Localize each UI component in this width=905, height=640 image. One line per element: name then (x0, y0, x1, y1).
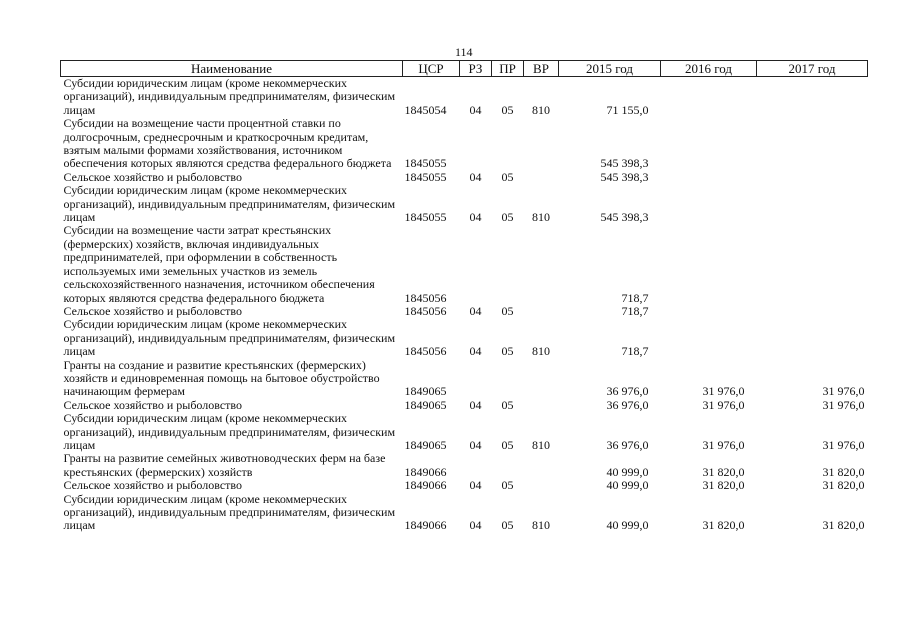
row-2015: 718,7 (621, 303, 649, 318)
table-row (61, 77, 868, 118)
header-pr: ПР (492, 61, 524, 77)
row-csr: 1849065 (404, 384, 447, 399)
row-csr: 1845055 (404, 156, 447, 171)
table-row (61, 171, 868, 184)
row-name: Субсидии юридическим лицам (кроме некоммерческих организаций), индивидуальным предпринимателям, физическим лицам (63, 183, 396, 225)
row-name: Сельское хозяйство и рыболовство (63, 169, 243, 184)
row-2017: 31 976,0 (822, 397, 865, 412)
row-2017: 31 976,0 (822, 384, 865, 399)
row-2015: 718,7 (621, 344, 649, 359)
row-name: Сельское хозяйство и рыболовство (63, 303, 243, 318)
row-vr (524, 359, 559, 399)
row-2016 (661, 171, 757, 184)
table-row (61, 305, 868, 318)
row-pr: 05 (501, 210, 514, 225)
row-rz (460, 452, 492, 479)
row-2015: 40 999,0 (606, 518, 649, 533)
row-vr (524, 452, 559, 479)
row-vr (524, 479, 559, 492)
row-2016: 31 820,0 (702, 464, 745, 479)
row-csr: 1845055 (404, 210, 447, 225)
row-name: Субсидии юридическим лицам (кроме некоммерческих организаций), индивидуальным предпринимателям, физическим лицам (63, 411, 396, 452)
row-2015: 545 398,3 (600, 156, 649, 171)
row-rz: 04 (469, 303, 482, 318)
table-row (61, 359, 868, 399)
header-2016: 2016 год (661, 61, 757, 77)
row-2015: 36 976,0 (606, 437, 649, 452)
row-vr: 810 (532, 518, 550, 533)
row-vr: 810 (532, 102, 550, 117)
row-csr: 1845056 (404, 303, 447, 318)
row-pr: 05 (501, 344, 514, 359)
row-2016: 31 976,0 (702, 437, 745, 452)
row-2017 (757, 224, 868, 304)
row-2015: 71 155,0 (606, 102, 649, 117)
row-2016 (661, 184, 757, 224)
row-pr: 05 (501, 169, 514, 184)
row-rz: 04 (469, 102, 482, 117)
table-row (61, 412, 868, 452)
table-row (61, 493, 868, 533)
row-2015: 545 398,3 (600, 169, 649, 184)
row-csr: 1849066 (404, 464, 447, 479)
budget-table (60, 60, 868, 533)
row-name: Субсидии юридическим лицам (кроме некоммерческих организаций), индивидуальным предпринимателям, физическим лицам (63, 491, 396, 533)
row-rz: 04 (469, 169, 482, 184)
table-row (61, 479, 868, 492)
row-2017: 31 820,0 (822, 518, 865, 533)
row-pr (492, 117, 524, 171)
row-2015: 36 976,0 (606, 397, 649, 412)
row-2016: 31 976,0 (702, 397, 745, 412)
table-row (61, 224, 868, 304)
row-pr (492, 224, 524, 304)
row-2016 (661, 318, 757, 358)
row-pr (492, 359, 524, 399)
row-rz: 04 (469, 437, 482, 452)
row-2016: 31 976,0 (702, 384, 745, 399)
row-rz (460, 224, 492, 304)
row-2015: 40 999,0 (606, 478, 649, 493)
row-vr (524, 171, 559, 184)
row-2016 (661, 305, 757, 318)
row-name: Субсидии на возмещение части процентной ставки по долгосрочным, среднесрочным и краткосрочным кредитам, взятым малыми формами хозяйствования, источником обеспечения которых являются средства федерального бюджета (63, 116, 392, 171)
row-pr: 05 (501, 518, 514, 533)
row-2016: 31 820,0 (702, 478, 745, 493)
row-rz (460, 117, 492, 171)
header-2015: 2015 год (559, 61, 661, 77)
row-2017 (757, 171, 868, 184)
table-row (61, 318, 868, 358)
row-vr: 810 (532, 437, 550, 452)
row-2015: 718,7 (621, 290, 649, 305)
row-pr: 05 (501, 478, 514, 493)
header-name: Наименование (61, 61, 403, 77)
row-pr: 05 (501, 303, 514, 318)
header-rz: РЗ (460, 61, 492, 77)
row-csr: 1845055 (404, 169, 447, 184)
row-name: Гранты на развитие семейных животноводческих ферм на базе крестьянских (фермерских) хозяйств (63, 451, 386, 479)
page-number: 114 (455, 45, 473, 59)
row-2016 (661, 77, 757, 118)
row-2015: 545 398,3 (600, 210, 649, 225)
row-2016: 31 820,0 (702, 518, 745, 533)
row-name: Гранты на создание и развитие крестьянских (фермерских) хозяйств и единовременная помощь на бытовое обустройство начинающим фермерам (63, 357, 380, 399)
row-csr: 1849066 (404, 478, 447, 493)
row-2016 (661, 224, 757, 304)
header-csr: ЦСР (403, 61, 460, 77)
row-rz: 04 (469, 397, 482, 412)
row-2017: 31 820,0 (822, 464, 865, 479)
row-2017 (757, 184, 868, 224)
header-vr: ВР (524, 61, 559, 77)
row-2017 (757, 305, 868, 318)
header-2017: 2017 год (757, 61, 868, 77)
row-2017 (757, 77, 868, 118)
row-pr: 05 (501, 437, 514, 452)
table-row (61, 399, 868, 412)
row-name: Субсидии юридическим лицам (кроме некоммерческих организаций), индивидуальным предпринимателям, физическим лицам (63, 76, 396, 117)
row-csr: 1845056 (404, 290, 447, 305)
row-pr: 05 (501, 102, 514, 117)
row-csr: 1845056 (404, 344, 447, 359)
row-2015: 40 999,0 (606, 464, 649, 479)
row-csr: 1845054 (404, 102, 447, 117)
row-name: Сельское хозяйство и рыболовство (63, 478, 243, 493)
row-vr (524, 399, 559, 412)
row-vr (524, 305, 559, 318)
row-vr: 810 (532, 344, 550, 359)
row-rz: 04 (469, 344, 482, 359)
table-row (61, 184, 868, 224)
row-2015: 36 976,0 (606, 384, 649, 399)
row-pr (492, 452, 524, 479)
row-rz: 04 (469, 518, 482, 533)
row-rz: 04 (469, 478, 482, 493)
table-row (61, 452, 868, 479)
row-csr: 1849065 (404, 397, 447, 412)
row-csr: 1849066 (404, 518, 447, 533)
row-2016 (661, 117, 757, 171)
row-rz (460, 359, 492, 399)
row-vr (524, 117, 559, 171)
row-rz: 04 (469, 210, 482, 225)
table-row (61, 117, 868, 171)
row-vr: 810 (532, 210, 550, 225)
row-pr: 05 (501, 397, 514, 412)
row-2017 (757, 318, 868, 358)
row-name: Сельское хозяйство и рыболовство (63, 397, 243, 412)
row-2017: 31 976,0 (822, 437, 865, 452)
row-name: Субсидии на возмещение части затрат крестьянских (фермерских) хозяйств, включая индивидуальных предпринимателей, при оформлении в собственность используемых ими земельных участков из земель сельскохозяйственного назначения, источником обеспечения которых являются средства федерального бюджета (63, 223, 375, 305)
row-csr: 1849065 (404, 437, 447, 452)
row-2017: 31 820,0 (822, 478, 865, 493)
row-name: Субсидии юридическим лицам (кроме некоммерческих организаций), индивидуальным предпринимателям, физическим лицам (63, 317, 396, 359)
row-vr (524, 224, 559, 304)
table-header-row (61, 61, 868, 77)
row-2017 (757, 117, 868, 171)
